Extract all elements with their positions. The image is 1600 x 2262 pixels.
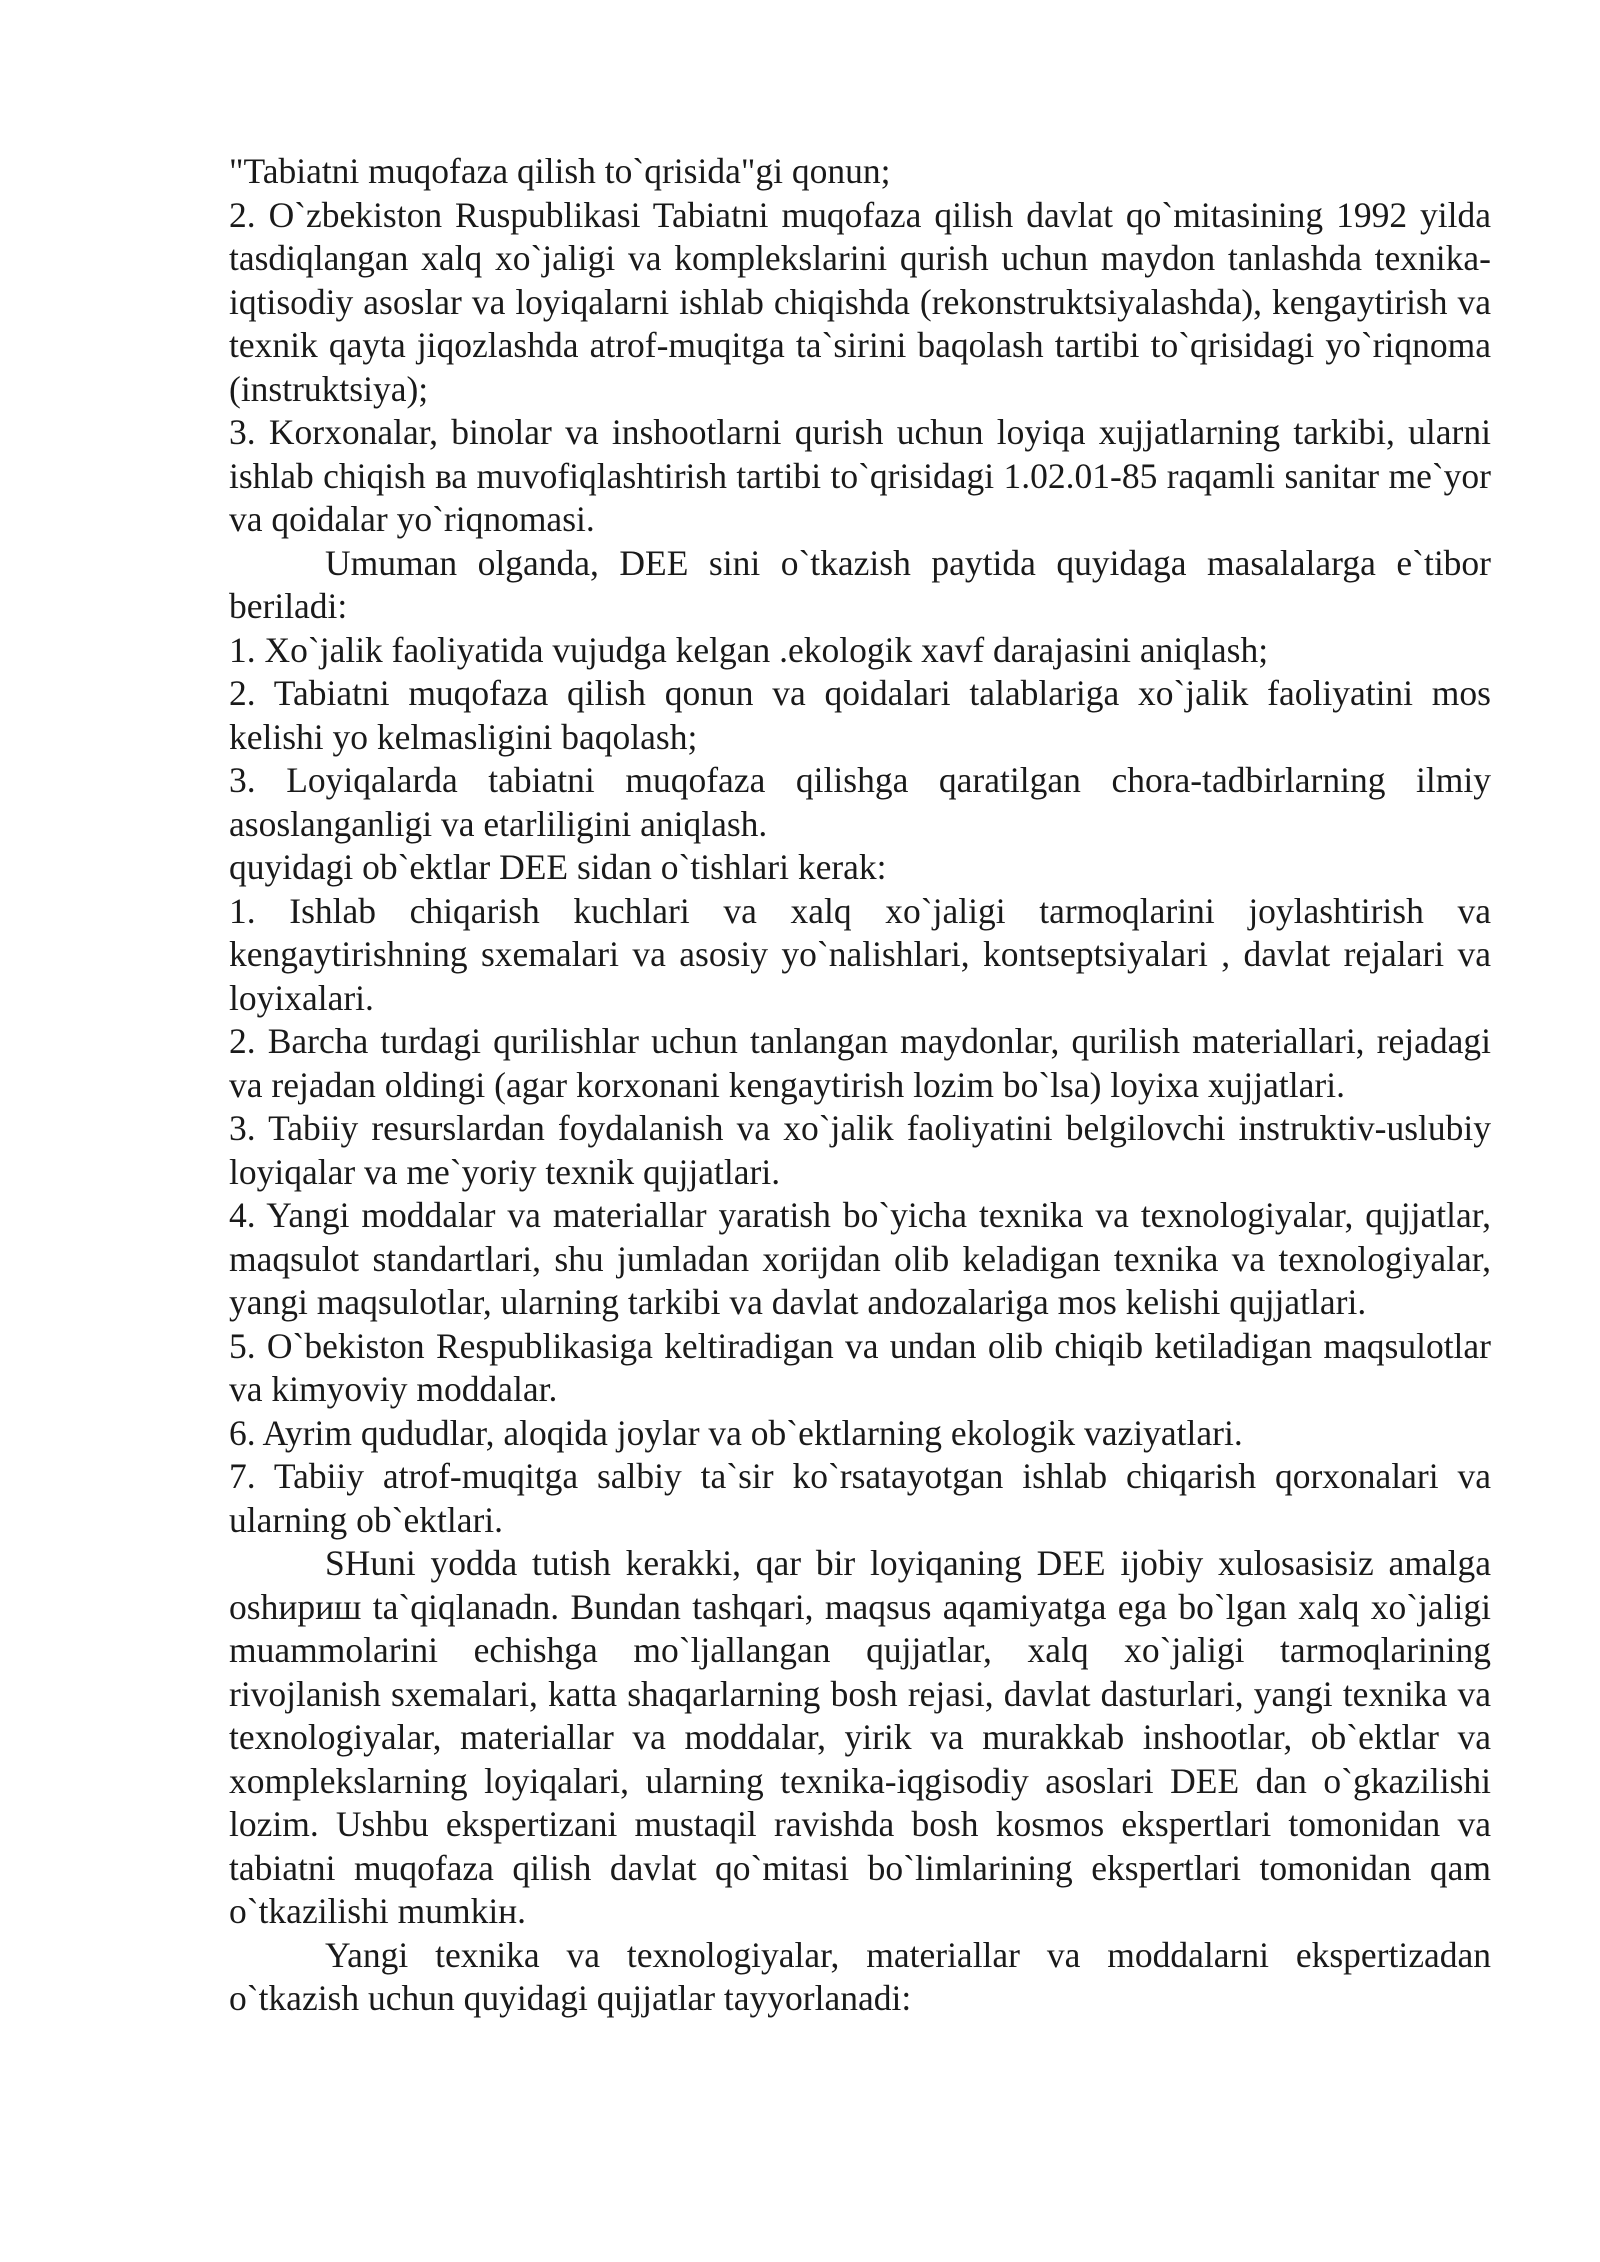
object-item-6: 6. Ayrim qududlar, aloqida joylar va ob`ektlarning ekologik vaziyatlari.: [229, 1412, 1243, 1453]
paragraph-dee-requirement: SHuni yodda tutish kerakki, qar bir loyiqaning DEE ijobiy xulosasisiz amalga oshириш ta`qiqlanadn. Bundan tashqari, maqsus aqamiyatga ega bo`lgan xalq xo`jaligi muammolarini echishga mo`ljallangan qujjatlar, xalq xo`jaligi tarmoqlarining rivojlanish sxemalari, katta shaqarlarning bosh rejasi, davlat dasturlari, yangi texnika va texnologiyalar, materiallar va moddalar, yirik va murakkab inshootlar, ob`ektlar va xomplekslarning loyiqalari, ularning texnika-iqgisodiy asoslari DEE dan o`gkazilishi lozim. Ushbu ekspertizani mustaqil ravishda bosh kosmos ekspertlari tomonidan va tabiatni muqofaza qilish davlat qo`mitasi bo`limlarining ekspertlari tomonidan qam o`tkazilishi mumkiн.: [229, 1543, 1491, 1931]
list-item-2-instruction: 2. O`zbekiston Ruspublikasi Tabiatni muqofaza qilish davlat qo`mitasining 1992 yilda tasdiqlangan xalq xo`jaligi va komplekslarini qurish uchun maydon tanlashda texnika-iqtisodiy asoslar va loyiqalarni ishlab chiqishda (rekonstruktsiyalashda), kengaytirish va texnik qayta jiqozlashda atrof-muqitga ta`sirini baqolash tartibi to`qrisidagi yo`riqnoma (instruktsiya);: [229, 194, 1491, 409]
object-item-3: 3. Tabiiy resurslardan foydalanish va xo`jalik faoliyatini belgilovchi instruktiv-uslubiy loyiqalar va me`yoriy texnik qujjatlari.: [229, 1108, 1491, 1192]
law-title-line: "Tabiatni muqofaza qilish to`qrisida"gi qonun;: [229, 151, 891, 191]
object-item-2: 2. Barcha turdagi qurilishlar uchun tanlangan maydonlar, qurilish materiallari, rejadagi va rejadan oldingi (agar korxonani kengaytirish lozim bo`lsa) loyixa xujjatlari.: [229, 1021, 1491, 1105]
paragraph-documents-prepared: Yangi texnika va texnologiyalar, materiallar va moddalarni ekspertizadan o`tkazish uchun quyidagi qujjatlar tayyorlanadi:: [229, 1934, 1491, 2018]
object-item-5: 5. O`bekiston Respublikasiga keltiradigan va undan olib chiqib ketiladigan maqsulotlar va kimyoviy moddalar.: [229, 1325, 1491, 1409]
issue-item-1: 1. Xo`jalik faoliyatida vujudga kelgan .ekologik xavf darajasini aniqlash;: [229, 629, 1269, 670]
object-item-4: 4. Yangi moddalar va materiallar yaratish bo`yicha texnika va texnologiyalar, qujjatlar, maqsulot standartlari, shu jumladan xorijdan olib keladigan texnika va texnologiyalar, yangi maqsulotlar, ularning tarkibi va davlat andozalariga mos kelishi qujjatlari.: [229, 1195, 1491, 1322]
object-item-1: 1. Ishlab chiqarish kuchlari va xalq xo`jaligi tarmoqlarini joylashtirish va kengaytirishning sxemalari va asosiy yo`nalishlari, kontseptsiyalari , davlat rejalari va loyixalari.: [229, 890, 1491, 1018]
document-page: [229, 150, 1491, 2021]
issue-item-2: 2. Tabiatni muqofaza qilish qonun va qoidalari talablariga xo`jalik faoliyatini mos kelishi yo kelmasligini baqolash;: [229, 673, 1491, 757]
objects-intro-line: quyidagi ob`ektlar DEE sidan o`tishlari kerak:: [229, 847, 887, 887]
list-item-3-sanitary-norms: 3. Korxonalar, binolar va inshootlarni qurish uchun loyiqa xujjatlarning tarkibi, ularni ishlab chiqish ва muvofiqlashtirish tartibi to`qrisidagi 1.02.01-85 raqamli sanitar me`yor va qoidalar yo`riqnomasi.: [229, 412, 1491, 539]
paragraph-dee-issues-intro: Umuman olganda, DEE sini o`tkazish paytida quyidaga masalalarga e`tibor beriladi:: [229, 542, 1491, 626]
object-item-7: 7. Tabiiy atrof-muqitga salbiy ta`sir ko`rsatayotgan ishlab chiqarish qorxonalari va ularning ob`ektlari.: [229, 1456, 1491, 1540]
issue-item-3: 3. Loyiqalarda tabiatni muqofaza qilishga qaratilgan chora-tadbirlarning ilmiy asoslanganligi va etarliligini aniqlash.: [229, 760, 1491, 844]
